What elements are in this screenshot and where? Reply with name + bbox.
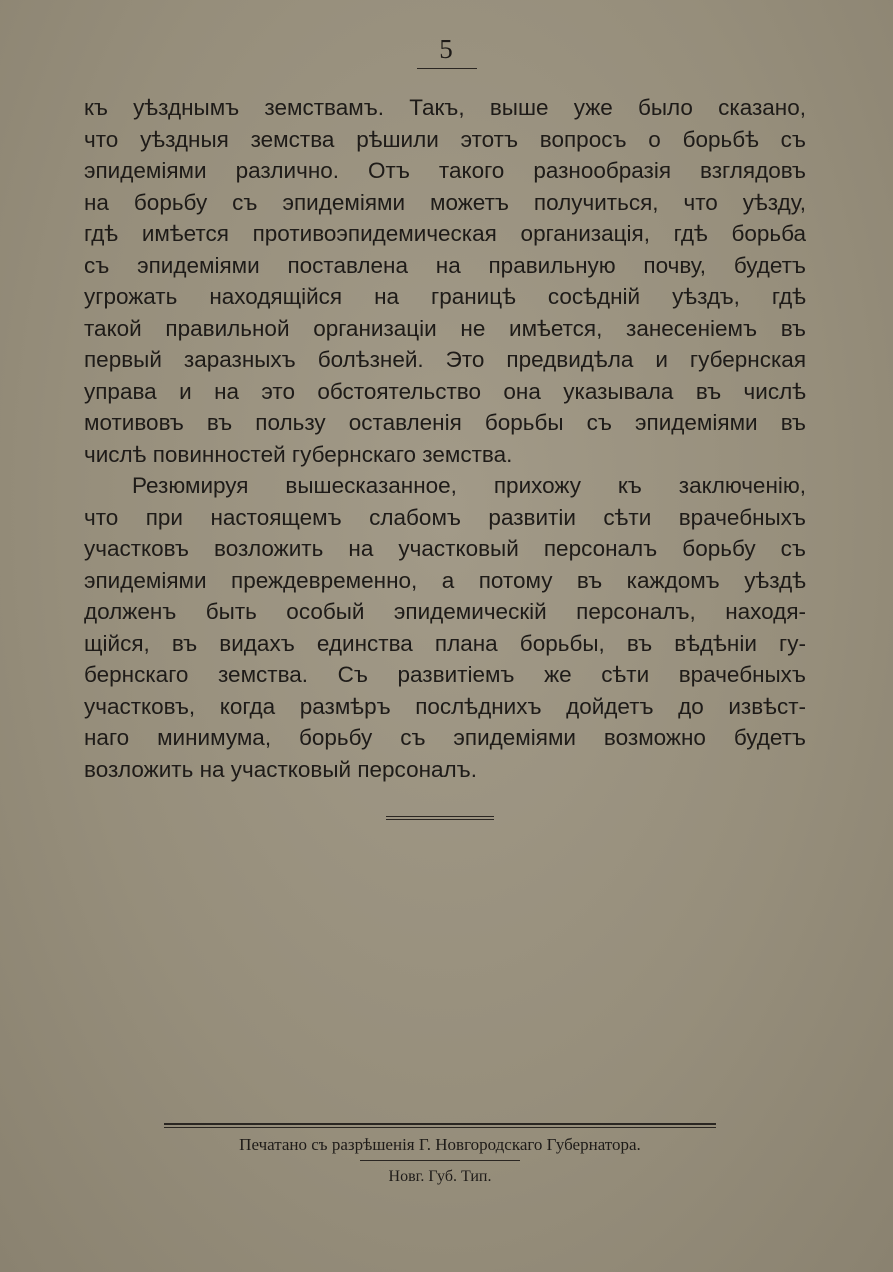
text-line: щійся, въ видахъ единства плана борьбы, въ вѣдѣніи гу- — [84, 630, 806, 656]
text-line: эпидеміями различно. Отъ такого разнообразія взглядовъ — [84, 158, 806, 183]
text-line: управа и на это обстоятельство она указывала въ числѣ — [84, 378, 806, 404]
text-line: наго минимума, борьбу съ эпидеміями возможно будетъ — [84, 725, 806, 750]
text-line: возложить на участковый персоналъ. — [84, 756, 477, 782]
page-number: 5 — [439, 34, 453, 64]
text-line: бернскаго земства. Съ развитіемъ же сѣти врачебныхъ — [84, 662, 806, 687]
printing-permission-note: Печатано съ разрѣшенія Г. Новгородскаго Губернатора. — [239, 1135, 641, 1154]
text-line: на борьбу съ эпидеміями можетъ получиться, что уѣзду, — [84, 189, 806, 215]
footer-rule — [360, 1160, 520, 1161]
text-line: что при настоящемъ слабомъ развитіи сѣти врачебныхъ — [84, 504, 806, 530]
footer-double-rule — [164, 1123, 716, 1128]
text-line: долженъ быть особый эпидемическій персоналъ, находя- — [84, 599, 806, 624]
body-text — [84, 92, 806, 785]
paragraph-start-line: Резюмируя вышесказанное, прихожу къ заключенію, — [132, 473, 806, 498]
text-line: съ эпидеміями поставлена на правильную почву, будетъ — [84, 252, 806, 278]
text-line: что уѣздныя земства рѣшили этотъ вопросъ о борьбѣ съ — [84, 126, 806, 152]
printing-house-note: Новг. Губ. Тип. — [388, 1168, 492, 1185]
text-line: угрожать находящійся на границѣ сосѣдній уѣздъ, гдѣ — [84, 284, 806, 309]
text-line: участковъ, когда размѣръ послѣднихъ дойдетъ до извѣст- — [84, 693, 806, 719]
text-line: мотивовъ въ пользу оставленія борьбы съ эпидеміями въ — [84, 410, 806, 435]
section-divider — [386, 816, 494, 820]
text-line: первый заразныхъ болѣзней. Это предвидѣла и губернская — [84, 347, 806, 372]
text-line: гдѣ имѣется противоэпидемическая организація, гдѣ борьба — [84, 221, 806, 246]
text-line: эпидеміями преждевременно, а потому въ каждомъ уѣздѣ — [84, 567, 806, 593]
text-line: къ уѣзднымъ земствамъ. Такъ, выше уже было сказано, — [84, 95, 806, 120]
text-line: числѣ повинностей губернскаго земства. — [84, 441, 513, 467]
text-line: такой правильной организаціи не имѣется, занесеніемъ въ — [84, 315, 806, 341]
page-number-underline — [417, 68, 477, 69]
text-line: участковъ возложить на участковый персоналъ борьбу съ — [84, 536, 806, 561]
